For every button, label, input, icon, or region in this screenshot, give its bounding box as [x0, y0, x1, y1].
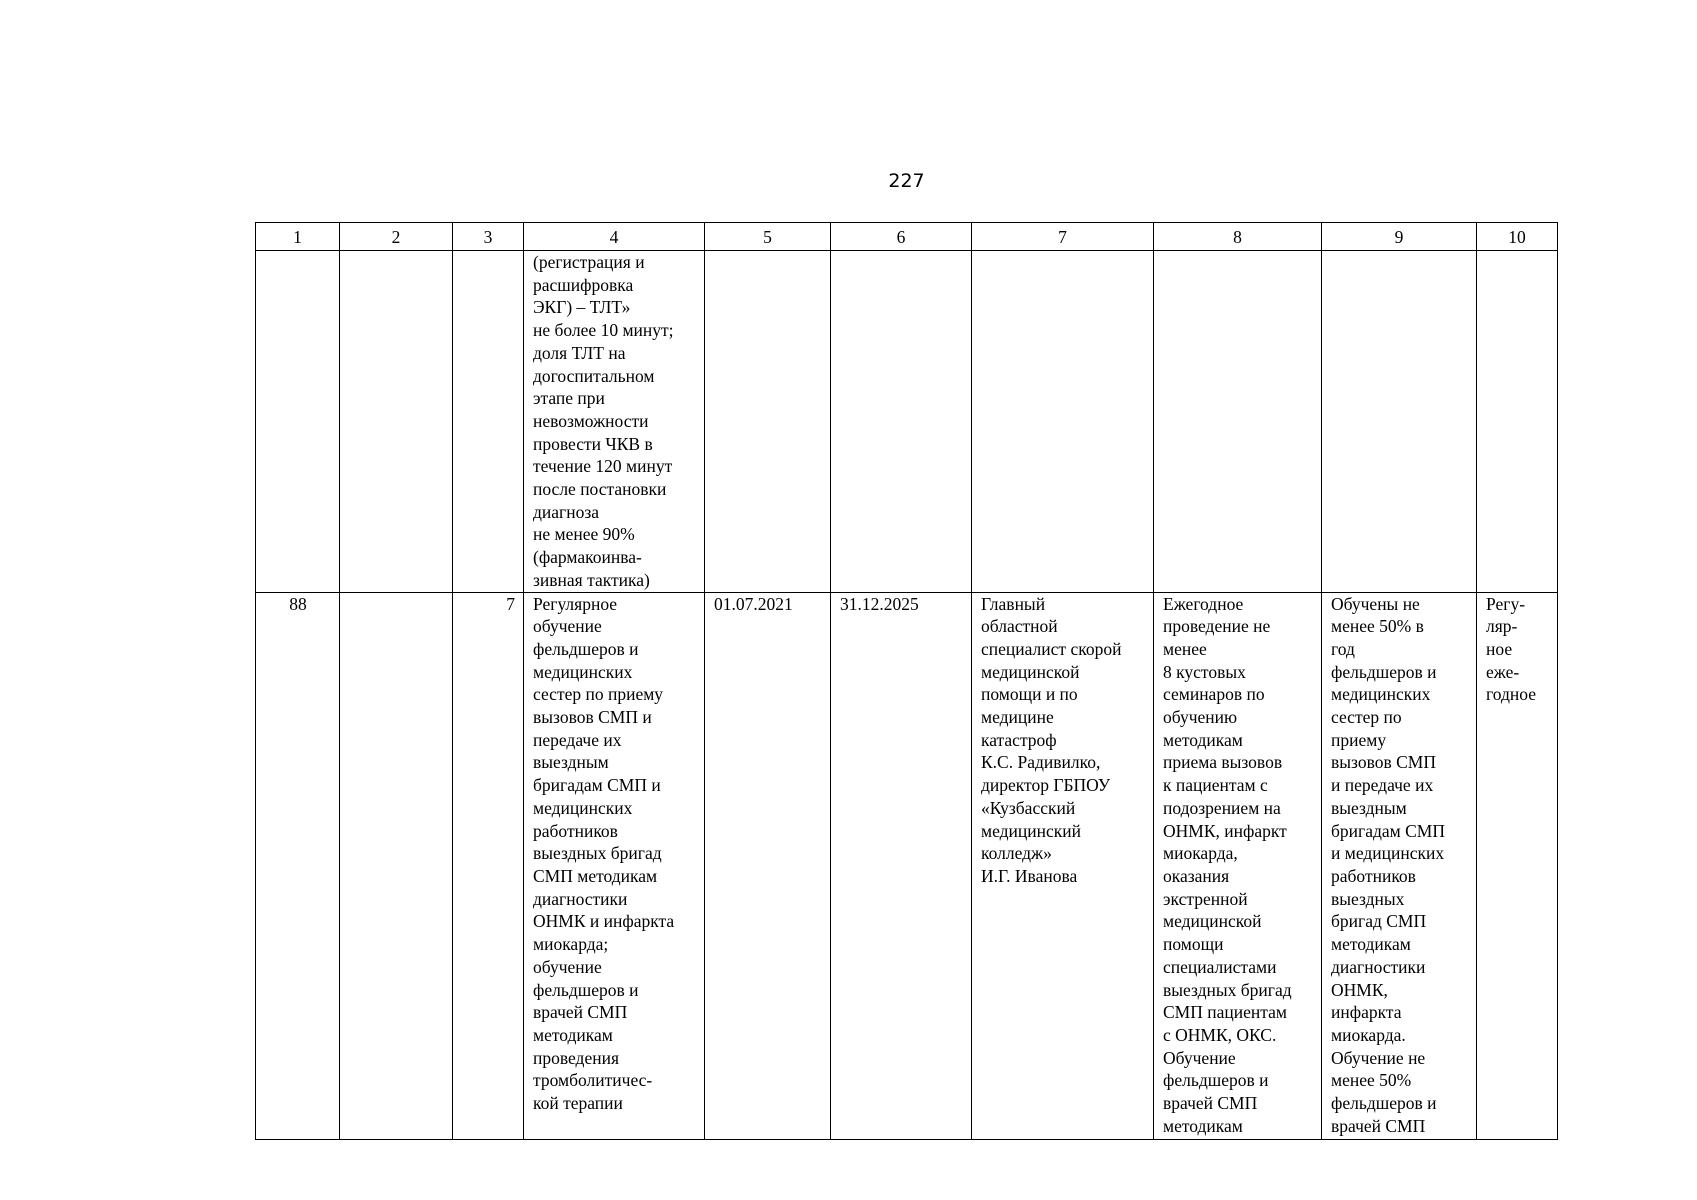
column-header-7: 7 — [972, 223, 1154, 251]
column-header-1: 1 — [256, 223, 340, 251]
cell-end-date — [831, 251, 972, 593]
column-header-3: 3 — [453, 223, 524, 251]
cell-indicator — [1322, 251, 1477, 593]
column-header-9: 9 — [1322, 223, 1477, 251]
column-header-10: 10 — [1477, 223, 1558, 251]
cell-responsible: Главный областной специалист скорой медицинской помощи и по медицине катастроф К.С. Радивилко, директор ГБПОУ «Кузбасский медицинский колледж» И.Г. Иванова — [972, 592, 1154, 1139]
column-header-6: 6 — [831, 223, 972, 251]
column-header-5: 5 — [705, 223, 831, 251]
column-header-2: 2 — [340, 223, 453, 251]
column-header-4: 4 — [524, 223, 705, 251]
plan-table — [255, 222, 1558, 1140]
cell-col2 — [340, 592, 453, 1139]
header-row — [256, 223, 1558, 251]
cell-number: 88 — [256, 592, 340, 1139]
cell-description: Регулярное обучение фельдшеров и медицинских сестер по приему вызовов СМП и передаче их выездным бригадам СМП и медицинских работников выездных бригад СМП методикам диагностики ОНМК и инфаркта миокарда; обучение фельдшеров и врачей СМП методикам проведения тромболитичес- кой терапии — [524, 592, 705, 1139]
cell-number — [256, 251, 340, 593]
page-number: 227 — [888, 170, 925, 192]
cell-result — [1154, 251, 1322, 593]
cell-responsible — [972, 251, 1154, 593]
cell-end-date: 31.12.2025 — [831, 592, 972, 1139]
table-row — [256, 251, 1558, 593]
cell-start-date — [705, 251, 831, 593]
table-row — [256, 592, 1558, 1139]
cell-col3: 7 — [453, 592, 524, 1139]
table-header — [256, 223, 1558, 251]
cell-start-date: 01.07.2021 — [705, 592, 831, 1139]
cell-col2 — [340, 251, 453, 593]
cell-indicator: Обучены не менее 50% в год фельдшеров и медицинских сестер по приему вызовов СМП и передаче их выездным бригадам СМП и медицинских работников выездных бригад СМП методикам диагностики ОНМК, инфаркта миокарда. Обучение не менее 50% фельдшеров и врачей СМП — [1322, 592, 1477, 1139]
column-header-8: 8 — [1154, 223, 1322, 251]
cell-description: (регистрация и расшифровка ЭКГ) – ТЛТ» не более 10 минут; доля ТЛТ на догоспитальном этапе при невозможности провести ЧКВ в течение 120 минут после постановки диагноза не менее 90% (фармакоинва- зивная тактика) — [524, 251, 705, 593]
cell-result: Ежегодное проведение не менее 8 кустовых семинаров по обучению методикам приема вызовов к пациентам с подозрением на ОНМК, инфаркт миокарда, оказания экстренной медицинской помощи специалистами выездных бригад СМП пациентам с ОНМК, ОКС. Обучение фельдшеров и врачей СМП методикам — [1154, 592, 1322, 1139]
cell-frequency — [1477, 251, 1558, 593]
cell-frequency: Регу- ляр- ное еже- годное — [1477, 592, 1558, 1139]
cell-col3 — [453, 251, 524, 593]
